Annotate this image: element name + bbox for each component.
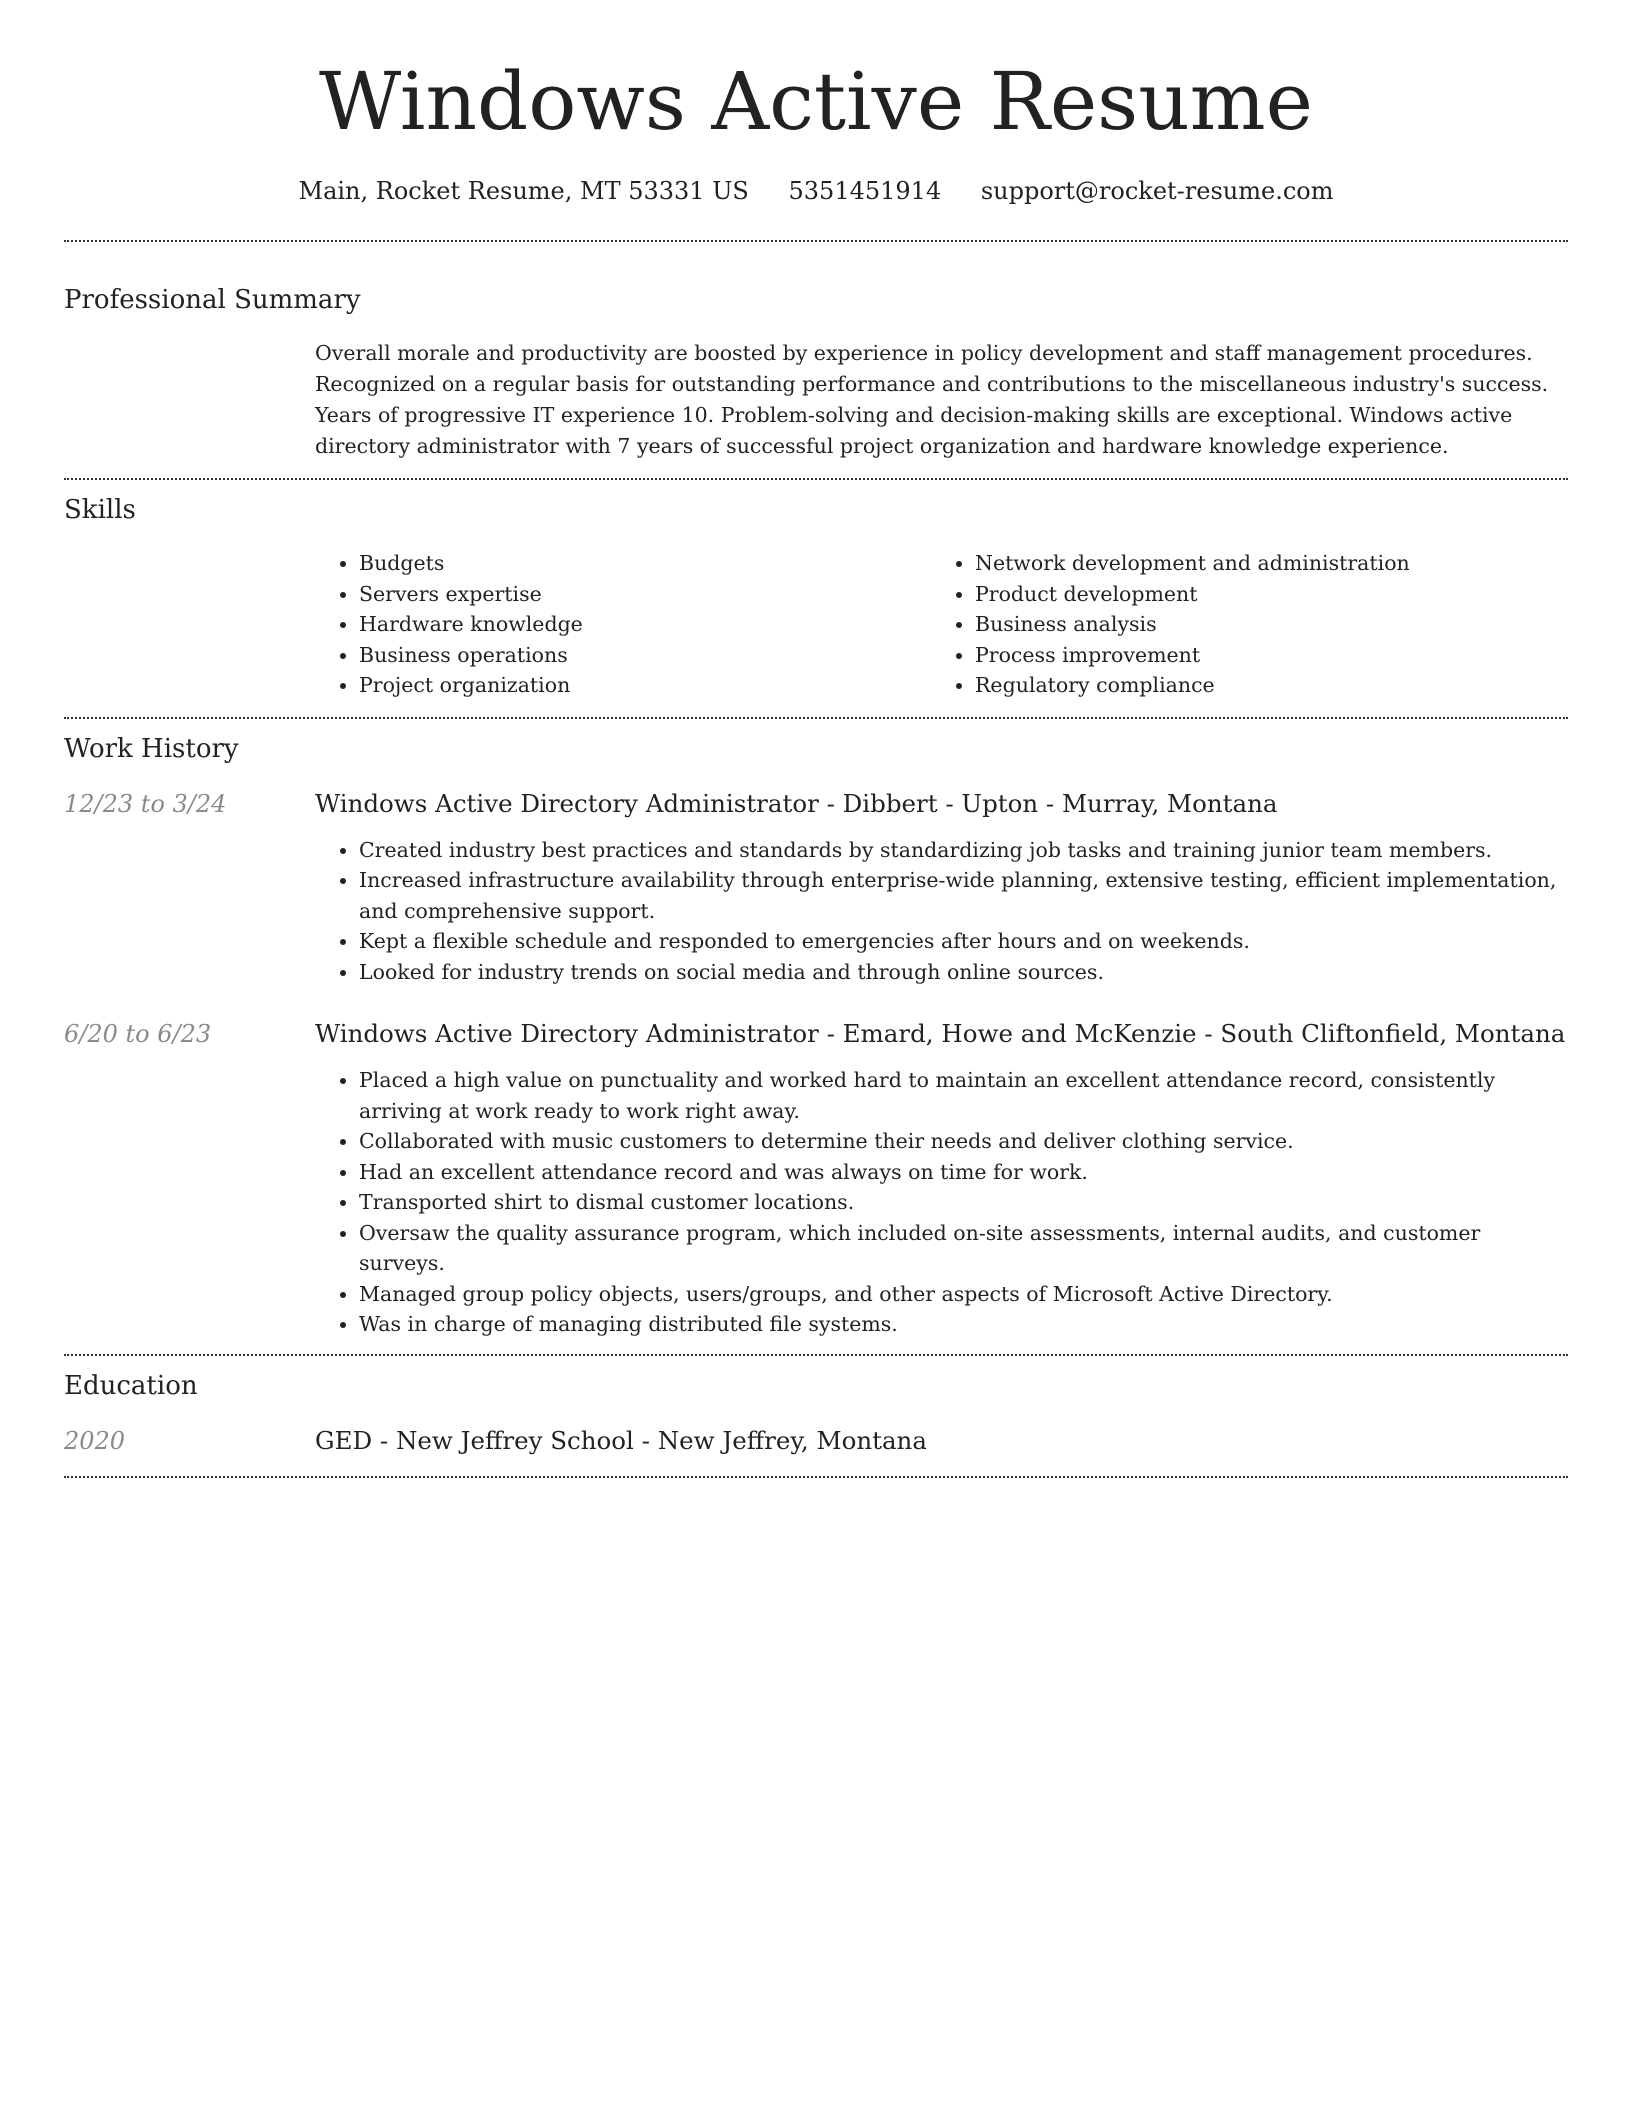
- section-title-education: Education: [64, 1370, 198, 1401]
- job-bullets: [315, 1065, 1568, 1340]
- job-bullet: • Increased infrastructure availability through enterprise-wide planning, extensive testing, efficient implementation, and comprehensive support.: [359, 865, 1568, 926]
- divider: [64, 717, 1568, 719]
- job-bullet: • Oversaw the quality assurance program, which included on-site assessments, internal audits, and customer surveys.: [359, 1218, 1568, 1279]
- job-bullet: • Created industry best practices and standards by standardizing job tasks and training junior team members.: [359, 835, 1568, 866]
- skill-item: • Budgets: [359, 548, 931, 579]
- skills-column-left: [315, 548, 931, 701]
- divider: [64, 478, 1568, 480]
- contact-address: Main, Rocket Resume, MT 53331 US: [298, 177, 749, 205]
- divider: [64, 240, 1568, 242]
- job-bullet: • Kept a flexible schedule and responded to emergencies after hours and on weekends.: [359, 926, 1568, 957]
- skill-item: • Network development and administration: [975, 548, 1547, 579]
- education-entry: [64, 1424, 1568, 1458]
- summary-text: Overall morale and productivity are boosted by experience in policy development and staff management procedures. Recognized on a regular basis for outstanding performance and contributions to the miscellaneous industry's success. Years of progressive IT experience 10. Problem-solving and decision-making skills are exceptional. Windows active directory administrator with 7 years of successful project organization and hardware knowledge experience.: [315, 341, 1549, 458]
- section-title-skills: Skills: [64, 495, 136, 525]
- job-entry: [64, 787, 1568, 988]
- section-title-summary: Professional Summary: [64, 285, 361, 315]
- job-bullet: • Collaborated with music customers to determine their needs and deliver clothing service.: [359, 1126, 1568, 1157]
- resume-name: Windows Active Resume: [319, 55, 1313, 148]
- job-dates: 6/20 to 6/23: [64, 1020, 212, 1048]
- skills-list: [315, 548, 1568, 701]
- skill-item: • Process improvement: [975, 640, 1547, 671]
- contact-phone: 5351451914: [788, 177, 942, 205]
- job-heading: Windows Active Directory Administrator - Emard, Howe and McKenzie - South Cliftonfield, Montana: [315, 1019, 1566, 1048]
- job-heading: Windows Active Directory Administrator - Dibbert - Upton - Murray, Montana: [315, 788, 1278, 818]
- job-dates: 12/23 to 3/24: [64, 789, 227, 818]
- divider: [64, 1354, 1568, 1356]
- divider: [64, 1476, 1568, 1478]
- skill-item: • Hardware knowledge: [359, 609, 931, 640]
- skills-column-right: [931, 548, 1547, 701]
- skill-item: • Regulatory compliance: [975, 670, 1547, 701]
- job-body: [315, 787, 1568, 988]
- job-bullet: • Was in charge of managing distributed file systems.: [359, 1309, 1568, 1340]
- job-bullet: • Looked for industry trends on social media and through online sources.: [359, 957, 1568, 988]
- job-bullet: • Had an excellent attendance record and was always on time for work.: [359, 1157, 1568, 1188]
- skill-item: • Business operations: [359, 640, 931, 671]
- job-bullet: • Placed a high value on punctuality and worked hard to maintain an excellent attendance record, consistently arriving at work ready to work right away.: [359, 1065, 1568, 1126]
- skill-item: • Product development: [975, 579, 1547, 610]
- job-bullet: • Managed group policy objects, users/groups, and other aspects of Microsoft Active Directory.: [359, 1279, 1568, 1310]
- contact-line: [64, 174, 1568, 208]
- education-heading: GED - New Jeffrey School - New Jeffrey, Montana: [315, 1425, 927, 1455]
- skill-item: • Business analysis: [975, 609, 1547, 640]
- job-bullet: • Transported shirt to dismal customer locations.: [359, 1187, 1568, 1218]
- education-year: 2020: [64, 1426, 126, 1455]
- contact-email: support@rocket-resume.com: [980, 177, 1334, 205]
- section-title-work-history: Work History: [64, 733, 239, 764]
- job-body: [315, 1017, 1568, 1340]
- job-bullets: [315, 835, 1568, 988]
- skill-item: • Servers expertise: [359, 579, 931, 610]
- skill-item: • Project organization: [359, 670, 931, 701]
- job-entry: [64, 1017, 1568, 1340]
